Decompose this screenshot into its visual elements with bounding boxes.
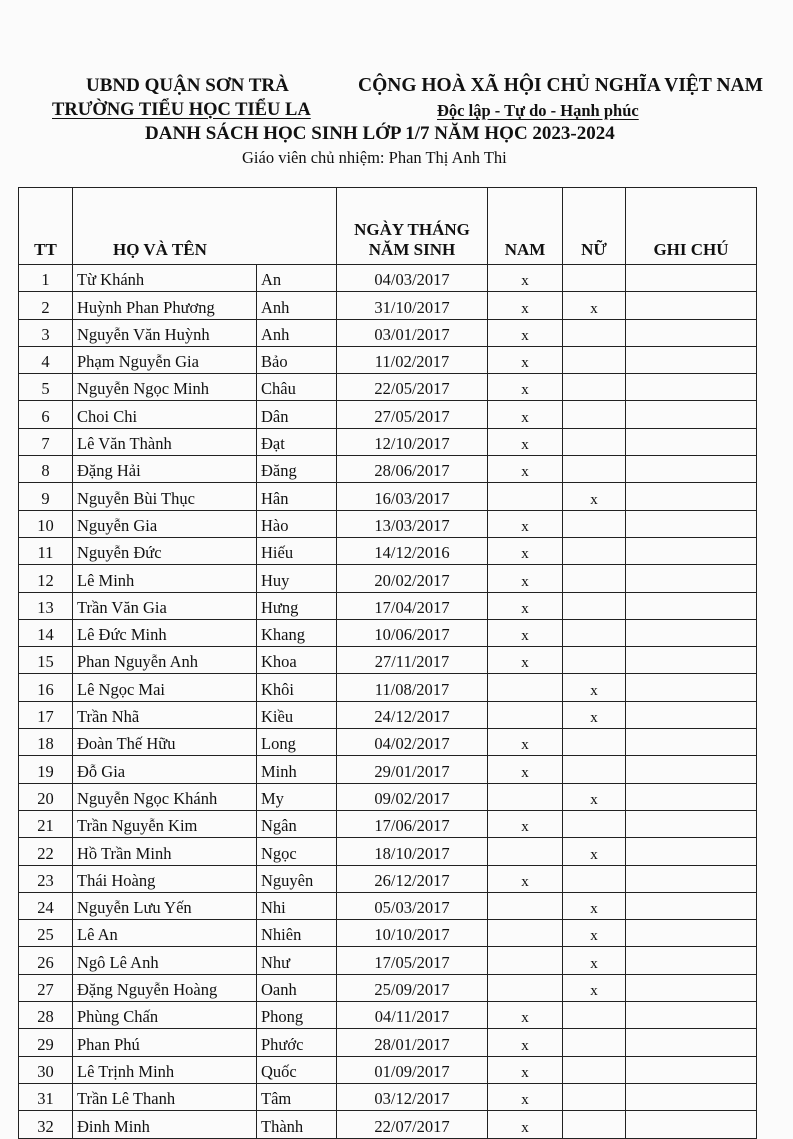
student-note — [626, 701, 757, 728]
male-mark — [488, 920, 563, 947]
student-family-name: Phùng Chấn — [73, 1002, 257, 1029]
student-family-name: Đinh Minh — [73, 1111, 257, 1138]
table-row — [19, 265, 757, 292]
student-number: 5 — [19, 374, 73, 401]
table-row — [19, 319, 757, 346]
student-note — [626, 947, 757, 974]
student-note — [626, 647, 757, 674]
national-motto: Độc lập - Tự do - Hạnh phúc — [437, 101, 639, 120]
student-number: 13 — [19, 592, 73, 619]
student-number: 15 — [19, 647, 73, 674]
student-note — [626, 865, 757, 892]
student-family-name: Trần Văn Gia — [73, 592, 257, 619]
header-note: GHI CHÚ — [626, 188, 757, 265]
student-dob: 12/10/2017 — [337, 428, 488, 455]
male-mark — [488, 783, 563, 810]
student-note — [626, 920, 757, 947]
student-family-name: Nguyễn Lưu Yến — [73, 892, 257, 919]
student-given-name: Quốc — [257, 1056, 337, 1083]
student-family-name: Lê An — [73, 920, 257, 947]
female-mark — [563, 1029, 626, 1056]
national-title: CỘNG HOÀ XÃ HỘI CHỦ NGHĨA VIỆT NAM — [358, 75, 764, 96]
female-mark — [563, 1111, 626, 1138]
student-given-name: An — [257, 265, 337, 292]
student-given-name: Nhi — [257, 892, 337, 919]
teacher-label: Giáo viên chủ nhiệm: — [242, 148, 385, 167]
student-dob: 01/09/2017 — [337, 1056, 488, 1083]
student-given-name: Kiều — [257, 701, 337, 728]
student-dob: 11/02/2017 — [337, 346, 488, 373]
student-note — [626, 892, 757, 919]
student-dob: 14/12/2016 — [337, 537, 488, 564]
student-number: 9 — [19, 483, 73, 510]
male-mark: x — [488, 619, 563, 646]
student-family-name: Choi Chi — [73, 401, 257, 428]
student-number: 23 — [19, 865, 73, 892]
student-note — [626, 783, 757, 810]
male-mark: x — [488, 346, 563, 373]
student-number: 11 — [19, 537, 73, 564]
student-note — [626, 619, 757, 646]
student-note — [626, 346, 757, 373]
student-dob: 11/08/2017 — [337, 674, 488, 701]
female-mark — [563, 647, 626, 674]
table-row — [19, 1083, 757, 1110]
student-note — [626, 729, 757, 756]
student-family-name: Nguyễn Ngọc Minh — [73, 374, 257, 401]
student-dob: 17/05/2017 — [337, 947, 488, 974]
student-dob: 27/11/2017 — [337, 647, 488, 674]
female-mark — [563, 729, 626, 756]
table-row — [19, 1002, 757, 1029]
header-tt: TT — [19, 188, 73, 265]
student-given-name: Hân — [257, 483, 337, 510]
male-mark: x — [488, 1002, 563, 1029]
student-given-name: Ngọc — [257, 838, 337, 865]
female-mark: x — [563, 783, 626, 810]
female-mark — [563, 810, 626, 837]
table-row — [19, 647, 757, 674]
student-dob: 09/02/2017 — [337, 783, 488, 810]
male-mark: x — [488, 265, 563, 292]
female-mark: x — [563, 838, 626, 865]
male-mark: x — [488, 374, 563, 401]
student-family-name: Hồ Trần Minh — [73, 838, 257, 865]
student-note — [626, 1029, 757, 1056]
female-mark — [563, 865, 626, 892]
male-mark: x — [488, 1029, 563, 1056]
student-number: 12 — [19, 565, 73, 592]
male-mark: x — [488, 647, 563, 674]
female-mark: x — [563, 292, 626, 319]
student-family-name: Đặng Nguyễn Hoàng — [73, 974, 257, 1001]
male-mark: x — [488, 865, 563, 892]
header-nu: NỮ — [563, 188, 626, 265]
female-mark — [563, 265, 626, 292]
male-mark: x — [488, 319, 563, 346]
student-number: 7 — [19, 428, 73, 455]
student-number: 30 — [19, 1056, 73, 1083]
student-dob: 28/01/2017 — [337, 1029, 488, 1056]
female-mark — [563, 1083, 626, 1110]
table-row — [19, 510, 757, 537]
student-dob: 29/01/2017 — [337, 756, 488, 783]
student-note — [626, 1111, 757, 1138]
male-mark: x — [488, 810, 563, 837]
student-given-name: Dân — [257, 401, 337, 428]
student-dob: 22/05/2017 — [337, 374, 488, 401]
table-row — [19, 865, 757, 892]
female-mark — [563, 756, 626, 783]
student-given-name: Khôi — [257, 674, 337, 701]
table-row — [19, 892, 757, 919]
table-row — [19, 756, 757, 783]
student-family-name: Ngô Lê Anh — [73, 947, 257, 974]
table-row — [19, 619, 757, 646]
female-mark — [563, 619, 626, 646]
student-number: 20 — [19, 783, 73, 810]
student-family-name: Nguyễn Bùi Thục — [73, 483, 257, 510]
student-given-name: Thành — [257, 1111, 337, 1138]
table-row — [19, 729, 757, 756]
student-family-name: Lê Đức Minh — [73, 619, 257, 646]
student-family-name: Nguyễn Đức — [73, 537, 257, 564]
student-note — [626, 537, 757, 564]
table-row — [19, 1056, 757, 1083]
table-row — [19, 674, 757, 701]
student-number: 8 — [19, 456, 73, 483]
student-family-name: Nguyễn Ngọc Khánh — [73, 783, 257, 810]
header-name: HỌ VÀ TÊN — [73, 188, 337, 265]
student-family-name: Đặng Hải — [73, 456, 257, 483]
table-row — [19, 401, 757, 428]
student-given-name: Huy — [257, 565, 337, 592]
student-note — [626, 292, 757, 319]
student-number: 2 — [19, 292, 73, 319]
student-number: 32 — [19, 1111, 73, 1138]
table-header-row — [19, 188, 757, 265]
student-family-name: Lê Minh — [73, 565, 257, 592]
student-given-name: Nhiên — [257, 920, 337, 947]
student-number: 10 — [19, 510, 73, 537]
student-dob: 22/07/2017 — [337, 1111, 488, 1138]
student-given-name: Khang — [257, 619, 337, 646]
student-family-name: Lê Trịnh Minh — [73, 1056, 257, 1083]
student-family-name: Phan Phú — [73, 1029, 257, 1056]
student-note — [626, 756, 757, 783]
student-family-name: Lê Văn Thành — [73, 428, 257, 455]
table-row — [19, 592, 757, 619]
female-mark: x — [563, 947, 626, 974]
student-note — [626, 1083, 757, 1110]
table-row — [19, 920, 757, 947]
male-mark: x — [488, 592, 563, 619]
male-mark: x — [488, 510, 563, 537]
male-mark: x — [488, 537, 563, 564]
female-mark — [563, 1056, 626, 1083]
male-mark: x — [488, 756, 563, 783]
male-mark: x — [488, 1111, 563, 1138]
male-mark — [488, 838, 563, 865]
female-mark — [563, 374, 626, 401]
female-mark: x — [563, 974, 626, 1001]
student-given-name: Tâm — [257, 1083, 337, 1110]
student-note — [626, 974, 757, 1001]
male-mark — [488, 947, 563, 974]
table-row — [19, 346, 757, 373]
female-mark: x — [563, 892, 626, 919]
student-dob: 18/10/2017 — [337, 838, 488, 865]
student-family-name: Nguyễn Văn Huỳnh — [73, 319, 257, 346]
table-row — [19, 810, 757, 837]
female-mark — [563, 565, 626, 592]
student-given-name: Oanh — [257, 974, 337, 1001]
student-family-name: Trần Nguyễn Kim — [73, 810, 257, 837]
student-family-name: Nguyễn Gia — [73, 510, 257, 537]
student-note — [626, 810, 757, 837]
male-mark — [488, 674, 563, 701]
student-number: 18 — [19, 729, 73, 756]
student-given-name: Bảo — [257, 346, 337, 373]
student-family-name: Phan Nguyễn Anh — [73, 647, 257, 674]
table-row — [19, 838, 757, 865]
table-row — [19, 947, 757, 974]
student-note — [626, 265, 757, 292]
student-given-name: Anh — [257, 292, 337, 319]
student-dob: 03/01/2017 — [337, 319, 488, 346]
table-row — [19, 428, 757, 455]
student-given-name: Minh — [257, 756, 337, 783]
student-given-name: Hưng — [257, 592, 337, 619]
student-given-name: Phong — [257, 1002, 337, 1029]
student-number: 22 — [19, 838, 73, 865]
male-mark: x — [488, 1083, 563, 1110]
student-number: 29 — [19, 1029, 73, 1056]
student-number: 4 — [19, 346, 73, 373]
school-name: TRƯỜNG TIỂU HỌC TIỂU LA — [52, 100, 311, 120]
student-family-name: Trần Lê Thanh — [73, 1083, 257, 1110]
student-family-name: Đỗ Gia — [73, 756, 257, 783]
student-number: 17 — [19, 701, 73, 728]
student-dob: 31/10/2017 — [337, 292, 488, 319]
female-mark: x — [563, 920, 626, 947]
student-given-name: Ngân — [257, 810, 337, 837]
student-dob: 10/06/2017 — [337, 619, 488, 646]
student-note — [626, 483, 757, 510]
table-row — [19, 701, 757, 728]
student-given-name: Như — [257, 947, 337, 974]
male-mark — [488, 892, 563, 919]
teacher-name: Phan Thị Anh Thi — [388, 148, 507, 167]
table-row — [19, 374, 757, 401]
student-number: 3 — [19, 319, 73, 346]
student-given-name: Châu — [257, 374, 337, 401]
female-mark: x — [563, 483, 626, 510]
student-number: 26 — [19, 947, 73, 974]
student-given-name: Long — [257, 729, 337, 756]
female-mark — [563, 537, 626, 564]
student-dob: 27/05/2017 — [337, 401, 488, 428]
female-mark — [563, 319, 626, 346]
male-mark — [488, 974, 563, 1001]
student-given-name: My — [257, 783, 337, 810]
female-mark — [563, 510, 626, 537]
student-note — [626, 374, 757, 401]
student-note — [626, 565, 757, 592]
student-number: 6 — [19, 401, 73, 428]
table-row — [19, 1029, 757, 1056]
female-mark — [563, 456, 626, 483]
student-dob: 28/06/2017 — [337, 456, 488, 483]
student-dob: 13/03/2017 — [337, 510, 488, 537]
student-number: 1 — [19, 265, 73, 292]
student-family-name: Đoàn Thế Hữu — [73, 729, 257, 756]
student-number: 14 — [19, 619, 73, 646]
student-dob: 17/04/2017 — [337, 592, 488, 619]
student-given-name: Anh — [257, 319, 337, 346]
student-note — [626, 1002, 757, 1029]
student-dob: 17/06/2017 — [337, 810, 488, 837]
student-given-name: Nguyên — [257, 865, 337, 892]
homeroom-teacher — [242, 148, 507, 168]
female-mark: x — [563, 701, 626, 728]
student-family-name: Huỳnh Phan Phương — [73, 292, 257, 319]
student-note — [626, 428, 757, 455]
table-row — [19, 483, 757, 510]
student-dob: 04/11/2017 — [337, 1002, 488, 1029]
student-dob: 25/09/2017 — [337, 974, 488, 1001]
table-row — [19, 783, 757, 810]
student-dob: 05/03/2017 — [337, 892, 488, 919]
female-mark — [563, 592, 626, 619]
student-family-name: Phạm Nguyễn Gia — [73, 346, 257, 373]
table-row — [19, 456, 757, 483]
student-family-name: Từ Khánh — [73, 265, 257, 292]
student-given-name: Khoa — [257, 647, 337, 674]
student-family-name: Thái Hoàng — [73, 865, 257, 892]
male-mark — [488, 701, 563, 728]
male-mark: x — [488, 565, 563, 592]
female-mark: x — [563, 674, 626, 701]
table-row — [19, 565, 757, 592]
student-note — [626, 319, 757, 346]
student-given-name: Hiếu — [257, 537, 337, 564]
document-title: DANH SÁCH HỌC SINH LỚP 1/7 NĂM HỌC 2023-2024 — [145, 123, 615, 144]
student-family-name: Trần Nhã — [73, 701, 257, 728]
student-note — [626, 1056, 757, 1083]
student-note — [626, 510, 757, 537]
student-dob: 04/03/2017 — [337, 265, 488, 292]
student-number: 24 — [19, 892, 73, 919]
student-number: 31 — [19, 1083, 73, 1110]
table-row — [19, 292, 757, 319]
student-number: 19 — [19, 756, 73, 783]
student-given-name: Phước — [257, 1029, 337, 1056]
header-dob — [337, 188, 488, 265]
student-number: 27 — [19, 974, 73, 1001]
female-mark — [563, 346, 626, 373]
male-mark: x — [488, 428, 563, 455]
student-dob: 20/02/2017 — [337, 565, 488, 592]
student-dob: 10/10/2017 — [337, 920, 488, 947]
student-note — [626, 592, 757, 619]
male-mark: x — [488, 401, 563, 428]
student-note — [626, 456, 757, 483]
student-table — [18, 187, 757, 1139]
male-mark — [488, 483, 563, 510]
student-number: 21 — [19, 810, 73, 837]
male-mark: x — [488, 1056, 563, 1083]
male-mark: x — [488, 292, 563, 319]
male-mark: x — [488, 729, 563, 756]
header-dob-line1: NGÀY THÁNG — [354, 220, 470, 239]
student-dob: 26/12/2017 — [337, 865, 488, 892]
male-mark: x — [488, 456, 563, 483]
student-number: 16 — [19, 674, 73, 701]
table-row — [19, 1111, 757, 1138]
student-note — [626, 838, 757, 865]
student-given-name: Đăng — [257, 456, 337, 483]
female-mark — [563, 428, 626, 455]
table-row — [19, 537, 757, 564]
student-given-name: Hào — [257, 510, 337, 537]
student-dob: 03/12/2017 — [337, 1083, 488, 1110]
header-dob-line2: NĂM SINH — [368, 240, 456, 259]
student-given-name: Đạt — [257, 428, 337, 455]
student-dob: 16/03/2017 — [337, 483, 488, 510]
female-mark — [563, 1002, 626, 1029]
student-family-name: Lê Ngọc Mai — [73, 674, 257, 701]
student-note — [626, 401, 757, 428]
header-nam: NAM — [488, 188, 563, 265]
student-note — [626, 674, 757, 701]
student-dob: 24/12/2017 — [337, 701, 488, 728]
student-number: 25 — [19, 920, 73, 947]
district-name: UBND QUẬN SƠN TRÀ — [86, 75, 289, 96]
table-row — [19, 974, 757, 1001]
student-dob: 04/02/2017 — [337, 729, 488, 756]
student-number: 28 — [19, 1002, 73, 1029]
female-mark — [563, 401, 626, 428]
